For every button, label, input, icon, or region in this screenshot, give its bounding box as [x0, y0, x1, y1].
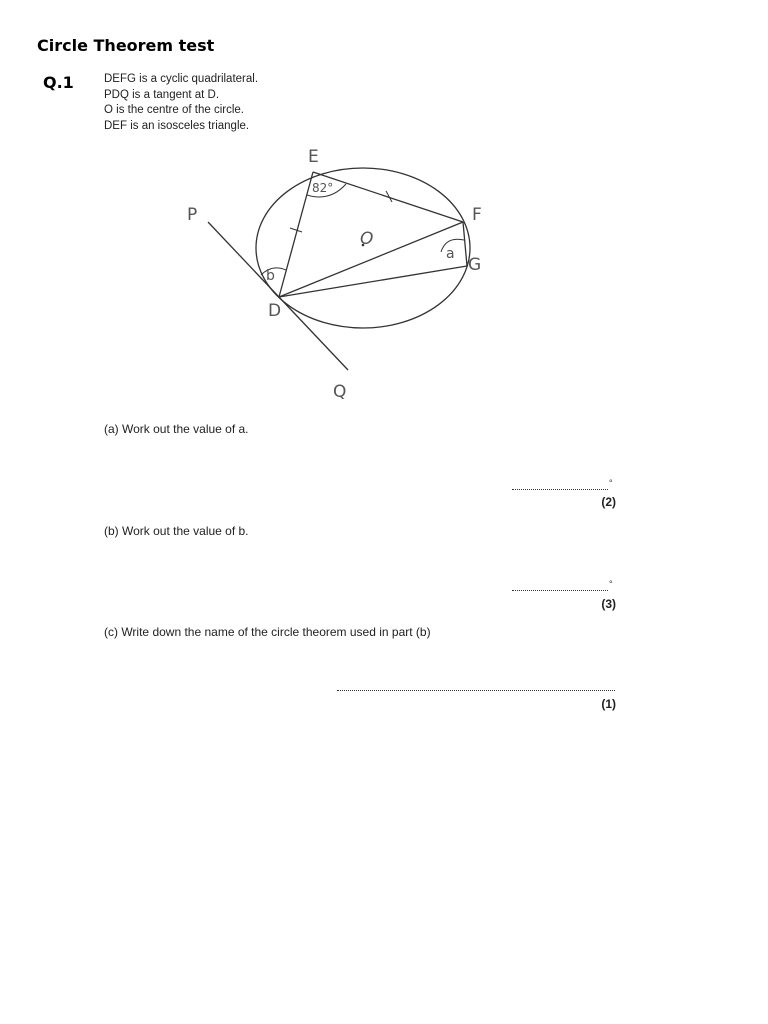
chord-dg: [279, 266, 467, 297]
intro-line: DEFG is a cyclic quadrilateral.: [104, 73, 259, 85]
chord-ef: [313, 172, 463, 222]
marks-c: (1): [601, 697, 616, 711]
question-number: Q.1: [43, 73, 74, 92]
label-p: P: [187, 205, 198, 225]
angle-label-a: a: [446, 246, 455, 262]
label-q: Q: [333, 382, 347, 402]
label-e: E: [308, 147, 319, 167]
marks-b: (3): [601, 597, 616, 611]
intro-line: PDQ is a tangent at D.: [104, 88, 220, 101]
answer-line-a[interactable]: [512, 489, 608, 490]
label-d: D: [268, 301, 282, 321]
degree-symbol-b: °: [609, 579, 613, 589]
question-intro: [104, 72, 258, 134]
degree-symbol-a: °: [609, 478, 613, 488]
answer-line-b[interactable]: [512, 590, 608, 591]
circle-theorem-diagram: [150, 140, 490, 410]
label-f: F: [472, 205, 482, 225]
tangent-line-pdq: [208, 222, 348, 370]
part-a-label: (a) Work out the value of a.: [104, 422, 249, 436]
part-b-label: (b) Work out the value of b.: [104, 524, 249, 538]
chord-de: [279, 172, 313, 297]
label-g: G: [468, 255, 482, 275]
tick-mark-de: [290, 228, 302, 232]
intro-line: DEF is an isosceles triangle.: [104, 119, 250, 132]
label-o: O: [360, 229, 374, 249]
angle-label-b: b: [266, 268, 275, 284]
answer-line-c[interactable]: [337, 690, 615, 691]
page-title: Circle Theorem test: [37, 36, 215, 55]
intro-line: O is the centre of the circle.: [104, 104, 244, 116]
angle-label-e: 82°: [312, 181, 334, 195]
marks-a: (2): [601, 495, 616, 509]
part-c-label: (c) Write down the name of the circle theorem used in part (b): [104, 625, 431, 639]
